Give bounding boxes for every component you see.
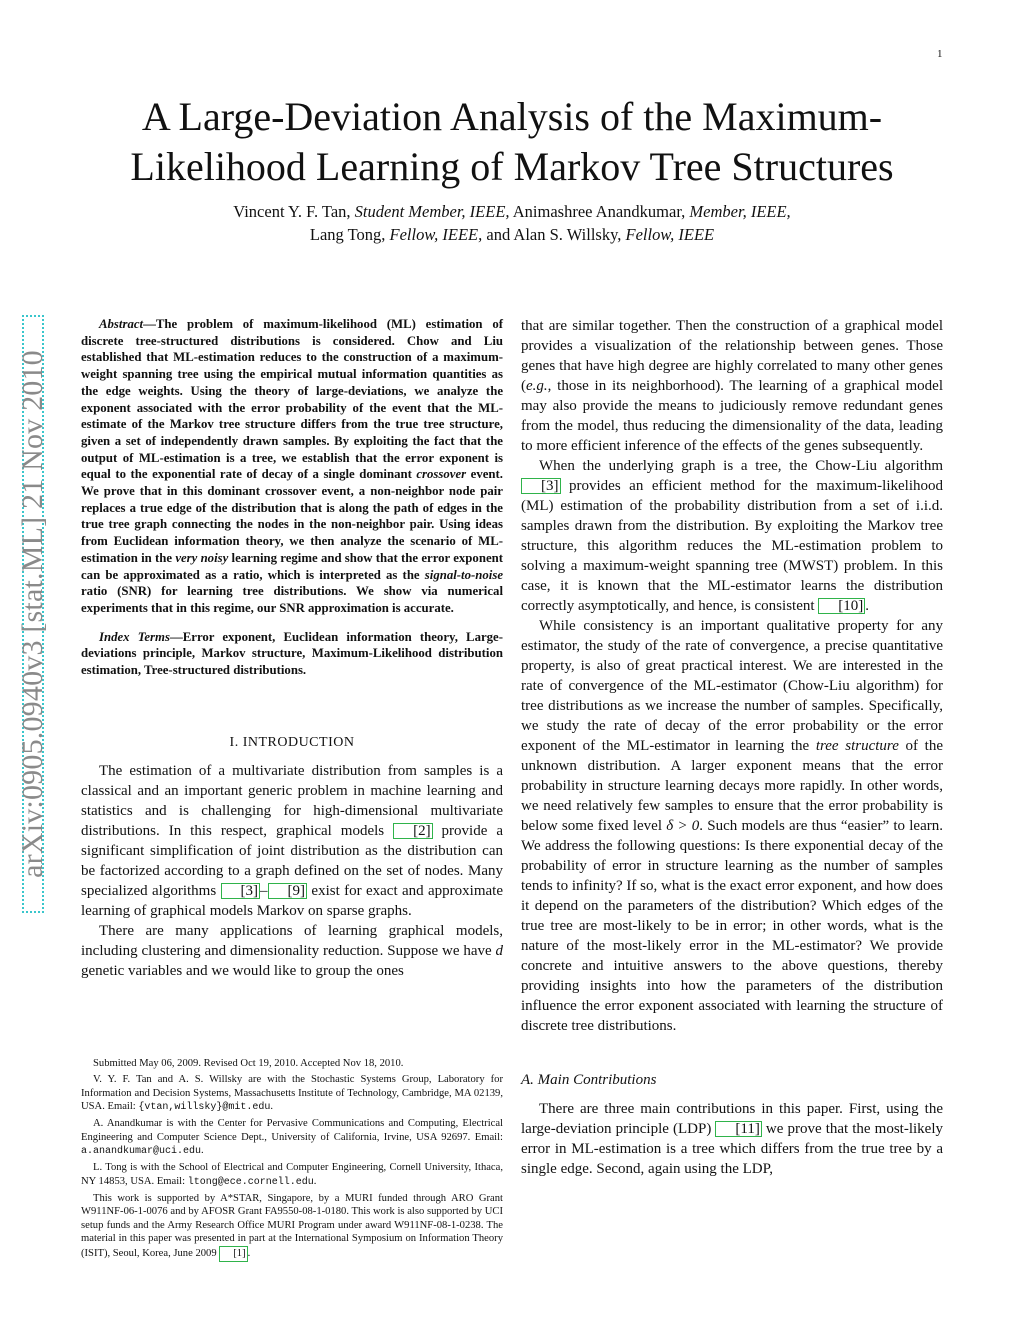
right-p3-emphasis: tree structure xyxy=(815,738,899,754)
right-column xyxy=(521,316,943,1179)
footnote-2-end: . xyxy=(270,1101,274,1112)
right-paragraph-1 xyxy=(521,316,943,456)
author-2: Animashree Anandkumar, xyxy=(509,202,690,221)
right-p1-text-a: that are similar together. Then the construction of a graphical model provides a visualization of the relationship between genes. Those genes that have high degree are highly correlated to many other genes ( xyxy=(521,318,943,394)
citation-link[interactable]: [3] xyxy=(221,883,261,899)
footnote-tong xyxy=(81,1161,503,1189)
footnote-tan-willsky xyxy=(81,1073,503,1115)
arxiv-stamp xyxy=(8,315,56,915)
author-1: Vincent Y. F. Tan, xyxy=(233,202,355,221)
right-p3-text-b: of the unknown distribution. A larger exponent means that the error probability in structure learning decays more rapidly. In other words, we need relatively few samples to ensure that the error probability is below some fixed level xyxy=(521,738,943,834)
title-line-2: Likelihood Learning of Markov Tree Structures xyxy=(130,144,894,189)
author-4: and Alan S. Willsky, xyxy=(482,225,626,244)
right-paragraph-3 xyxy=(521,616,943,1036)
subsection-heading-main-contributions: A. Main Contributions xyxy=(521,1072,657,1088)
right-p2-text-a: When the underlying graph is a tree, the Chow-Liu algorithm xyxy=(539,458,943,474)
citation-link[interactable]: [10] xyxy=(818,598,865,614)
citation-link[interactable]: [1] xyxy=(219,1246,247,1262)
section-heading-introduction: I. INTRODUCTION xyxy=(229,734,355,750)
title-line-1: A Large-Deviation Analysis of the Maximum- xyxy=(141,94,883,139)
intro-p1-text-c: exist for exact and approximate learning of graphical models Markov on sparse graphs. xyxy=(81,882,504,919)
right-p1-eg: e.g. xyxy=(526,378,548,394)
abstract-emphasis-very-noisy: very noisy xyxy=(175,550,229,565)
abstract-emphasis-snr: signal-to-noise xyxy=(424,567,503,582)
intro-paragraph-2 xyxy=(81,921,503,981)
abstract-text-2: event. We prove that in this dominant crossover event, a non-neighbor node pair replaces a true edge of the distribution that is along the path of edges in the true tree graph connecting the nodes in the non-neighbor pair. Using ideas from Euclidean information theory, we then analyze the scenario of ML-estimation in the xyxy=(81,467,503,565)
email-link[interactable]: ltong@ece.cornell.edu xyxy=(187,1176,314,1188)
footnote-4-text: L. Tong is with the School of Electrical and Computer Engineering, Cornell University, Ithaca, NY 14853, USA. Email: xyxy=(81,1162,503,1187)
abstract-text-1: —The problem of maximum-likelihood (ML) estimation of discrete tree-structured distributions is considered. Chow and Liu established that ML-estimation reduces to the construction of a maximum-weight spanning tree using the empirical mutual information quantities as the edge weights. Using the theory of large-deviations, we analyze the exponent associated with the error probability of the event that the ML-estimate of the Markov tree structure differs from the true tree structure, given a set of independently drawn samples. By exploiting the fact that the output of ML-estimation is a tree, we establish that the error exponent is equal to the exponential rate of decay of a single dominant xyxy=(81,317,503,482)
intro-paragraph-1 xyxy=(81,761,503,921)
author-2-role: Member, IEEE, xyxy=(689,202,791,221)
footnote-3-text: A. Anandkumar is with the Center for Pervasive Communications and Computing, Electrical Engineering and Computer Science Dept., University of California, Irvine, USA 92697. Email: xyxy=(81,1118,503,1143)
author-4-role: Fellow, IEEE xyxy=(625,225,715,244)
email-link[interactable]: a.anandkumar@uci.edu xyxy=(81,1146,202,1157)
footnotes xyxy=(81,1057,503,1264)
footnote-3-end: . xyxy=(201,1145,204,1156)
intro-p1-text-b: provide a significant simplification of joint distribution as the distribution can be factorized according to a graph defined on the set of nodes. Many specialized algorithms xyxy=(81,822,504,899)
footnote-anandkumar xyxy=(81,1117,503,1159)
footnote-5-text: This work is supported by A*STAR, Singapore, by a MURI funded through ARO Grant W911NF-06-1-0076 and by AFOSR Grant FA9550-08-1-0180. This work is also supported by UCI setup funds and the Army Research Office MURI Program under award W911NF-08-1-0238. The material in this paper was presented in part at the International Symposium on Information Theory (ISIT), Seoul, Korea, June 2009 xyxy=(81,1192,503,1259)
abstract-emphasis-crossover: crossover xyxy=(416,467,467,482)
right-p2-end: . xyxy=(865,598,870,614)
index-terms-label: Index Terms xyxy=(99,629,170,644)
math-delta: δ > 0 xyxy=(666,818,700,834)
footnote-funding xyxy=(81,1192,503,1262)
abstract-text-3: learning regime and show that the error exponent can be approximated as a ratio, which is interpreted as the xyxy=(81,550,504,582)
intro-p1-dash: – xyxy=(260,882,268,899)
paper-title xyxy=(90,92,934,192)
intro-p1-text-a: The estimation of a multivariate distribution from samples is a classical and an important generic problem in machine learning and statistics and is challenging for high-dimensional multivariate distributions. In this respect, graphical models xyxy=(81,762,503,839)
abstract-label: Abstract xyxy=(99,317,144,331)
arxiv-stamp-text: arXiv:0905.0940v3 [stat.ML] 21 Nov 2010 xyxy=(16,350,49,878)
footnote-5-end: . xyxy=(247,1247,251,1259)
index-terms-text: —Error exponent, Euclidean information theory, Large-deviations principle, Markov structure, Maximum-Likelihood distribution estimation, Tree-structured distributions. xyxy=(81,629,503,678)
author-1-role: Student Member, IEEE, xyxy=(354,202,510,221)
abstract xyxy=(81,316,503,617)
abstract-text-4: ratio (SNR) for learning tree distributions. We show via numerical experiments that in this regime, our SNR approximation is accurate. xyxy=(81,584,503,615)
email-link[interactable]: {vtan,willsky}@mit.edu xyxy=(138,1102,271,1113)
index-terms xyxy=(81,629,503,679)
footnote-2-text: V. Y. F. Tan and A. S. Willsky are with the Stochastic Systems Group, Laboratory for Information and Decision Systems, Massachusetts Institute of Technology, Cambridge, MA 02139, USA. Email: xyxy=(81,1074,503,1112)
citation-link[interactable]: [3] xyxy=(521,478,561,494)
right-p2-text-b: provides an efficient method for the maximum-likelihood (ML) estimation of the probability distribution from a set of i.i.d. samples drawn from the distribution. By exploiting the Markov tree structure, this algorithm reduces the ML-estimation problem to solving a maximum-weight spanning tree (MWST) problem. In this case, it is known that the ML-estimator learns the distribution correctly asymptotically, and hence, is consistent xyxy=(521,478,943,614)
right-paragraph-4 xyxy=(521,1099,943,1179)
author-3: Lang Tong, xyxy=(309,225,390,244)
variable-d: d xyxy=(495,942,503,959)
right-p1-text-b: , those in its neighborhood). The learning of a graphical model may also provide the means to judiciously remove redundant genes from the model, thus reducing the dimensionality of the data, leading to more efficient inference of the effects of the genes subsequently. xyxy=(521,378,943,454)
right-paragraph-2 xyxy=(521,456,943,616)
citation-link[interactable]: [9] xyxy=(268,883,308,899)
page-number: 1 xyxy=(937,48,943,60)
right-p4-text-b: we prove that the most-likely error in ML-estimation is a tree which differs from the true tree by a single edge. Second, again using the LDP, xyxy=(521,1121,943,1177)
footnote-submission: Submitted May 06, 2009. Revised Oct 19, 2010. Accepted Nov 18, 2010. xyxy=(93,1058,404,1069)
right-p3-text-c: . Such models are thus “easier” to learn. We address the following questions: Is there exponential decay of the probability of error in structure learning as the number of samples tends to infinity? If so, what is the exact error exponent, and how does it depend on the parameters of the distribution? Which edges of the true tree are most-likely to be in error; in other words, what is the nature of the most-likely error in the ML-estimator? We provide concrete and intuitive answers to the above questions, thereby providing insights into how the parameters of the distribution influence the error exponent associated with learning the structure of discrete tree distributions. xyxy=(521,818,943,1034)
right-p4-text-a: There are three main contributions in this paper. First, using the large-deviation principle (LDP) xyxy=(521,1101,943,1137)
author-list xyxy=(120,200,904,246)
intro-p2-text-a: There are many applications of learning graphical models, including clustering and dimensionality reduction. Suppose we have xyxy=(81,922,503,959)
citation-link[interactable]: [11] xyxy=(715,1121,761,1137)
right-p3-text-a: While consistency is an important qualitative property for any estimator, the study of the rate of convergence, a precise quantitative property, is also of great practical interest. We are interested in the rate of convergence of the ML-estimator (Chow-Liu algorithm) for tree distributions as we increase the number of samples. Specifically, we study the rate of decay of the error probability or the error exponent of the ML-estimator in learning the xyxy=(521,618,943,754)
footnote-4-end: . xyxy=(313,1175,317,1187)
author-3-role: Fellow, IEEE, xyxy=(389,225,483,244)
left-column xyxy=(81,316,503,981)
intro-p2-text-b: genetic variables and we would like to group the ones xyxy=(81,962,404,979)
citation-link[interactable]: [2] xyxy=(393,823,433,839)
